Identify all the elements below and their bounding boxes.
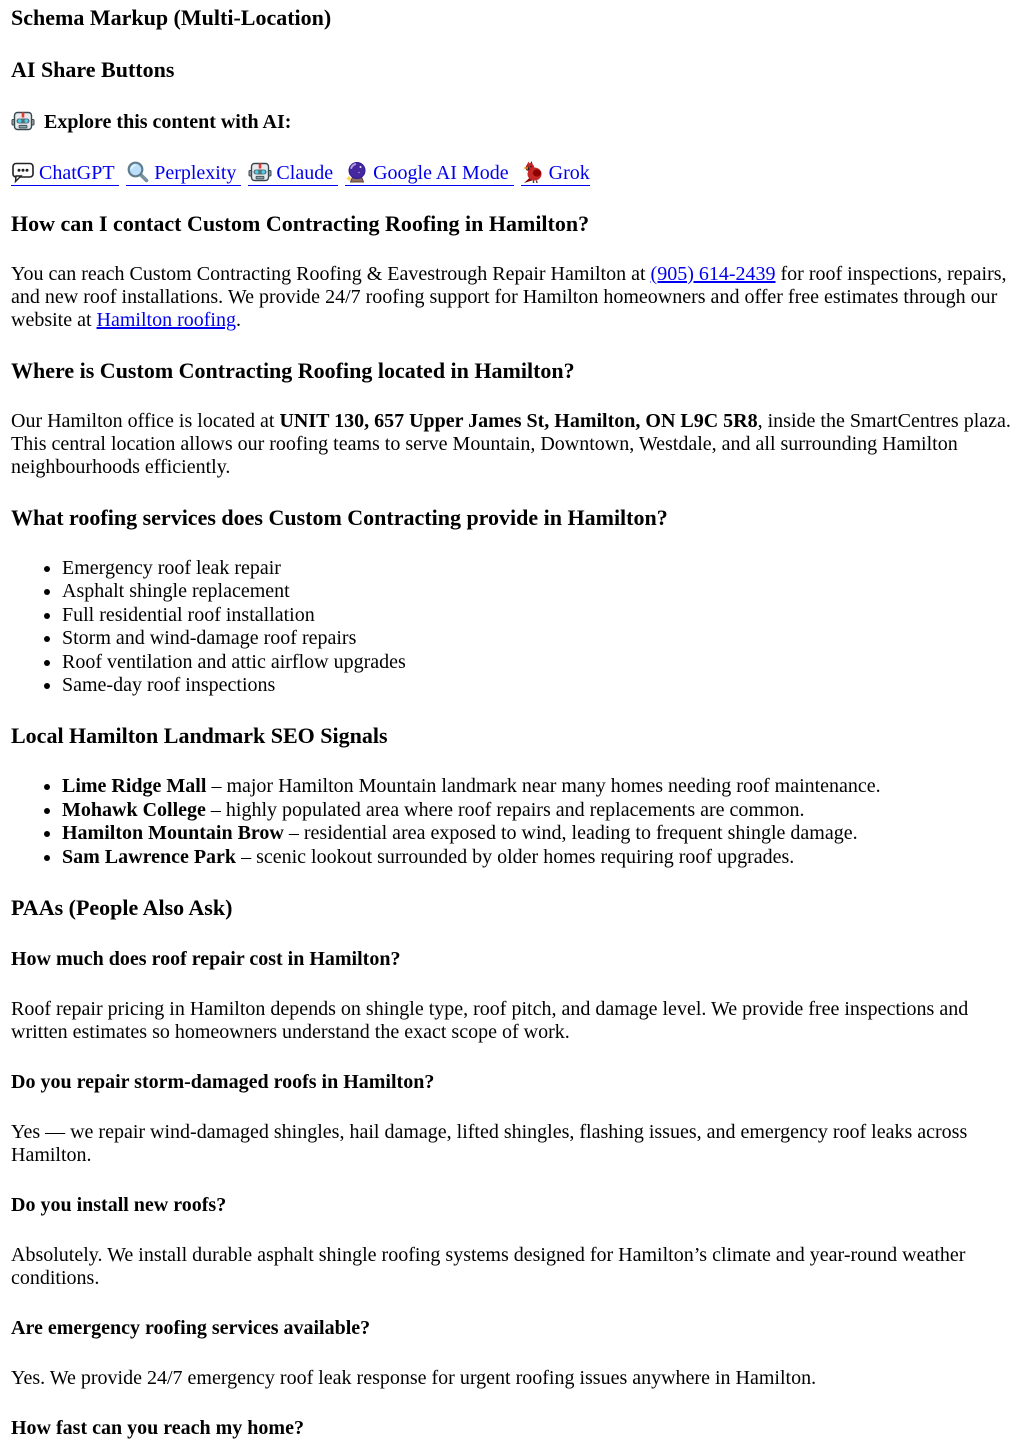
list-item: • Emergency roof leak repair bbox=[62, 557, 1013, 580]
share-label: Perplexity bbox=[154, 162, 237, 184]
crystal-ball-icon bbox=[345, 160, 369, 184]
explore-label: Explore this content with AI: bbox=[44, 111, 292, 133]
paa-question: How fast can you reach my home? bbox=[11, 1417, 304, 1440]
landmark-name: Mohawk College bbox=[62, 798, 206, 821]
share-label: Google AI Mode bbox=[373, 162, 509, 184]
share-link-perplexity[interactable] bbox=[126, 162, 241, 186]
paa-answer: Absolutely. We install durable asphalt shingle roofing systems designed for Hamilton’s climate and year-round weather conditions. bbox=[11, 1244, 966, 1290]
contact-text-after-site: . bbox=[235, 309, 241, 331]
list-item: • Roof ventilation and attic airflow upgrades bbox=[62, 651, 1013, 674]
landmarks-list bbox=[11, 775, 1013, 869]
paa-question: How much does roof repair cost in Hamilton? bbox=[11, 948, 401, 971]
list-item bbox=[62, 775, 1013, 798]
heading-landmarks: Local Hamilton Landmark SEO Signals bbox=[11, 723, 388, 749]
location-paragraph bbox=[11, 410, 1013, 479]
red-bird-icon bbox=[521, 160, 545, 184]
landmark-desc: – highly populated area where roof repairs and replacements are common. bbox=[205, 798, 805, 821]
share-link-chatgpt[interactable] bbox=[11, 162, 119, 186]
list-item: • Asphalt shingle replacement bbox=[62, 580, 1013, 603]
share-link-google-ai-mode[interactable] bbox=[345, 162, 514, 186]
list-item bbox=[62, 822, 1013, 845]
ai-share-row bbox=[11, 160, 1013, 185]
robot-icon bbox=[248, 160, 272, 184]
office-address: UNIT 130, 657 Upper James St, Hamilton, ON L9C 5R8 bbox=[279, 410, 758, 432]
heading-ai-share-buttons: AI Share Buttons bbox=[11, 57, 175, 82]
contact-text-before-phone: You can reach Custom Contracting Roofing & Eavestrough Repair Hamilton at bbox=[11, 263, 651, 285]
heading-schema-markup: Schema Markup (Multi-Location) bbox=[11, 5, 332, 30]
contact-paragraph bbox=[11, 263, 1013, 332]
paa-answer: Yes. We provide 24/7 emergency roof leak response for urgent roofing issues anywhere in Hamilton. bbox=[11, 1367, 817, 1390]
location-text-before-address: Our Hamilton office is located at bbox=[11, 410, 280, 432]
list-item bbox=[62, 799, 1013, 822]
list-item: • Storm and wind-damage roof repairs bbox=[62, 627, 1013, 650]
landmark-desc: – scenic lookout surrounded by older homes requiring roof upgrades. bbox=[236, 845, 795, 868]
heading-services: What roofing services does Custom Contracting provide in Hamilton? bbox=[11, 505, 668, 530]
paa-answer: Yes — we repair wind-damaged shingles, hail damage, lifted shingles, flashing issues, and emergency roof leaks across Hamilton. bbox=[11, 1121, 968, 1167]
heading-paas: PAAs (People Also Ask) bbox=[11, 895, 233, 921]
paa-question: Do you repair storm-damaged roofs in Hamilton? bbox=[11, 1071, 435, 1094]
phone-link[interactable]: (905) 614-2439 bbox=[650, 263, 776, 285]
share-label: ChatGPT bbox=[39, 162, 115, 184]
contact-text-after-phone: for roof inspections, repairs, and new roof installations. We provide 24/7 roofing support for Hamilton homeowners and offer free estimates through our website at bbox=[11, 263, 1007, 331]
paa-question: Do you install new roofs? bbox=[11, 1194, 227, 1217]
robot-icon bbox=[11, 109, 35, 133]
list-item bbox=[62, 846, 1013, 869]
landmark-name: Hamilton Mountain Brow bbox=[62, 822, 284, 845]
services-list bbox=[11, 557, 1013, 697]
landmark-name: Sam Lawrence Park bbox=[62, 845, 237, 868]
share-label: Grok bbox=[548, 162, 590, 184]
paa-question: Are emergency roofing services available? bbox=[11, 1317, 371, 1340]
list-item: • Same-day roof inspections bbox=[62, 674, 1013, 697]
location-text-after-address: , inside the SmartCentres plaza. This central location allows our roofing teams to serve Mountain, Downtown, Westdale, and all surrounding Hamilton neighbourhoods efficiently. bbox=[11, 410, 1011, 478]
paa-answer: Roof repair pricing in Hamilton depends on shingle type, roof pitch, and damage level. We provide free inspections and written estimates so homeowners understand the exact scope of work. bbox=[11, 998, 969, 1044]
share-link-claude[interactable] bbox=[248, 162, 338, 186]
landmark-name: Lime Ridge Mall bbox=[62, 775, 207, 798]
share-link-grok[interactable] bbox=[521, 162, 590, 186]
hamilton-roofing-link[interactable]: Hamilton roofing bbox=[96, 309, 236, 331]
speech-balloon-icon bbox=[11, 160, 35, 184]
share-label: Claude bbox=[276, 162, 334, 184]
landmark-desc: – residential area exposed to wind, leading to frequent shingle damage. bbox=[283, 822, 858, 845]
explore-line bbox=[11, 109, 1013, 134]
heading-contact: How can I contact Custom Contracting Roofing in Hamilton? bbox=[11, 211, 590, 236]
heading-location: Where is Custom Contracting Roofing located in Hamilton? bbox=[11, 358, 575, 383]
list-item: • Full residential roof installation bbox=[62, 604, 1013, 627]
magnifying-glass-icon bbox=[126, 160, 150, 184]
landmark-desc: – major Hamilton Mountain landmark near many homes needing roof maintenance. bbox=[206, 775, 881, 798]
